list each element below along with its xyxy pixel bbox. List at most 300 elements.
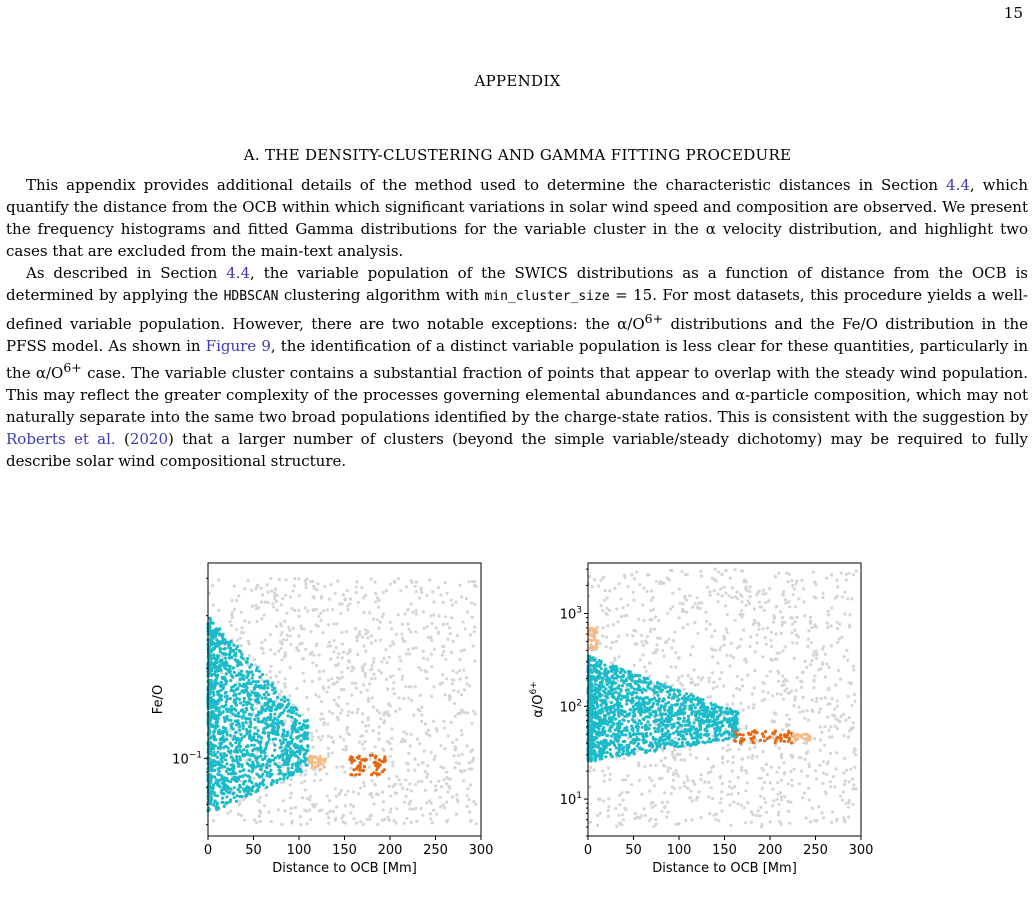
- data-point: [618, 803, 621, 806]
- data-point: [221, 797, 224, 800]
- data-point: [443, 747, 446, 750]
- data-point: [248, 654, 251, 657]
- data-point: [367, 716, 370, 719]
- data-point: [673, 693, 676, 696]
- data-point: [720, 573, 723, 576]
- data-point: [815, 700, 818, 703]
- data-point: [237, 663, 240, 666]
- data-point: [359, 761, 362, 764]
- data-point: [676, 703, 679, 706]
- data-point: [323, 765, 326, 768]
- data-point: [813, 737, 816, 740]
- data-point: [714, 722, 717, 725]
- data-point: [256, 620, 259, 623]
- data-point: [247, 640, 250, 643]
- data-point: [830, 624, 833, 627]
- data-point: [813, 625, 816, 628]
- data-point: [663, 705, 666, 708]
- data-point: [258, 800, 261, 803]
- data-point: [395, 821, 398, 824]
- data-point: [295, 730, 298, 733]
- data-point: [463, 769, 466, 772]
- data-point: [253, 726, 256, 729]
- data-point: [756, 633, 759, 636]
- data-point: [219, 713, 222, 716]
- data-point: [603, 664, 606, 667]
- data-point: [421, 814, 424, 817]
- data-point: [213, 735, 216, 738]
- data-point: [825, 773, 828, 776]
- data-point: [593, 769, 596, 772]
- data-point: [452, 678, 455, 681]
- data-point: [297, 757, 300, 760]
- data-point: [631, 676, 634, 679]
- data-point: [768, 587, 771, 590]
- data-point: [420, 720, 423, 723]
- data-point: [315, 765, 318, 768]
- data-point: [268, 764, 271, 767]
- data-point: [223, 805, 226, 808]
- data-point: [231, 616, 234, 619]
- data-point: [293, 609, 296, 612]
- data-point: [472, 644, 475, 647]
- data-point: [354, 773, 357, 776]
- data-point: [671, 684, 674, 687]
- data-point: [815, 697, 818, 700]
- data-point: [602, 626, 605, 629]
- data-point: [241, 722, 244, 725]
- data-point: [319, 619, 322, 622]
- data-point: [674, 651, 677, 654]
- data-point: [253, 744, 256, 747]
- data-point: [801, 796, 804, 799]
- data-point: [281, 643, 284, 646]
- data-point: [389, 621, 392, 624]
- data-point: [723, 711, 726, 714]
- data-point: [459, 712, 462, 715]
- data-point: [811, 698, 814, 701]
- data-point: [320, 595, 323, 598]
- data-point: [588, 575, 591, 578]
- data-point: [815, 819, 818, 822]
- data-point: [426, 677, 429, 680]
- data-point: [238, 755, 241, 758]
- data-point: [258, 670, 261, 673]
- data-point: [673, 688, 676, 691]
- data-point: [342, 593, 345, 596]
- data-point: [269, 769, 272, 772]
- data-point: [250, 739, 253, 742]
- data-point: [289, 734, 292, 737]
- data-point: [319, 768, 322, 771]
- data-point: [802, 587, 805, 590]
- data-point: [355, 767, 358, 770]
- data-point: [637, 762, 640, 765]
- data-point: [632, 732, 635, 735]
- data-point: [835, 819, 838, 822]
- data-point: [696, 607, 699, 610]
- data-point: [452, 754, 455, 757]
- data-point: [735, 716, 738, 719]
- data-point: [775, 771, 778, 774]
- data-point: [408, 807, 411, 810]
- data-point: [466, 611, 469, 614]
- data-point: [606, 596, 609, 599]
- data-point: [455, 738, 458, 741]
- data-point: [267, 811, 270, 814]
- data-point: [249, 722, 252, 725]
- data-point: [742, 580, 745, 583]
- data-point: [305, 696, 308, 699]
- data-point: [217, 770, 220, 773]
- data-point: [466, 805, 469, 808]
- data-point: [293, 577, 296, 580]
- data-point: [264, 696, 267, 699]
- data-point: [709, 770, 712, 773]
- data-point: [261, 593, 264, 596]
- data-point: [825, 663, 828, 666]
- data-point: [810, 709, 813, 712]
- data-point: [793, 629, 796, 632]
- data-point: [651, 801, 654, 804]
- data-point: [245, 661, 248, 664]
- data-point: [294, 806, 297, 809]
- data-point: [460, 595, 463, 598]
- data-point: [365, 758, 368, 761]
- data-point: [700, 574, 703, 577]
- data-point: [420, 591, 423, 594]
- data-point: [836, 699, 839, 702]
- data-point: [649, 764, 652, 767]
- data-point: [780, 795, 783, 798]
- data-point: [260, 684, 263, 687]
- data-point: [244, 717, 247, 720]
- data-point: [643, 807, 646, 810]
- data-point: [682, 700, 685, 703]
- p2-text-5: distributions and the Fe/O distribution in the PFSS model. As shown in: [6, 315, 1028, 355]
- data-point: [704, 611, 707, 614]
- data-point: [846, 597, 849, 600]
- data-point: [297, 609, 300, 612]
- data-point: [298, 594, 301, 597]
- data-point: [732, 656, 735, 659]
- data-point: [445, 677, 448, 680]
- data-point: [322, 670, 325, 673]
- data-point: [773, 720, 776, 723]
- data-point: [640, 722, 643, 725]
- data-point: [283, 809, 286, 812]
- data-point: [621, 684, 624, 687]
- data-point: [642, 736, 645, 739]
- data-point: [669, 767, 672, 770]
- data-point: [289, 807, 292, 810]
- data-point: [806, 709, 809, 712]
- data-point: [290, 771, 293, 774]
- data-point: [442, 650, 445, 653]
- data-point: [703, 780, 706, 783]
- data-point: [428, 734, 431, 737]
- data-point: [272, 606, 275, 609]
- p2-text-1: As described in Section: [26, 264, 227, 282]
- data-point: [226, 698, 229, 701]
- data-point: [420, 780, 423, 783]
- data-point: [311, 680, 314, 683]
- data-point: [308, 809, 311, 812]
- data-point: [620, 791, 623, 794]
- data-point: [710, 786, 713, 789]
- data-point: [382, 721, 385, 724]
- data-point: [627, 585, 630, 588]
- data-point: [728, 803, 731, 806]
- data-point: [617, 655, 620, 658]
- data-point: [260, 708, 263, 711]
- data-point: [849, 768, 852, 771]
- data-point: [651, 806, 654, 809]
- data-point: [355, 686, 358, 689]
- data-point: [218, 773, 221, 776]
- data-point: [372, 661, 375, 664]
- data-point: [315, 729, 318, 732]
- data-point: [404, 685, 407, 688]
- data-point: [850, 597, 853, 600]
- data-point: [689, 653, 692, 656]
- data-point: [747, 599, 750, 602]
- data-point: [667, 729, 670, 732]
- data-point: [708, 680, 711, 683]
- data-point: [807, 719, 810, 722]
- data-point: [426, 773, 429, 776]
- data-point: [781, 675, 784, 678]
- data-point: [643, 765, 646, 768]
- data-point: [714, 568, 717, 571]
- data-point: [409, 685, 412, 688]
- data-point: [391, 640, 394, 643]
- data-point: [647, 720, 650, 723]
- data-point: [222, 726, 225, 729]
- data-point: [683, 711, 686, 714]
- data-point: [248, 735, 251, 738]
- data-point: [732, 694, 735, 697]
- data-point: [302, 657, 305, 660]
- data-point: [266, 591, 269, 594]
- data-point: [401, 678, 404, 681]
- data-point: [381, 615, 384, 618]
- data-point: [667, 714, 670, 717]
- data-point: [843, 655, 846, 658]
- data-point: [251, 691, 254, 694]
- data-point: [472, 710, 475, 713]
- data-point: [431, 590, 434, 593]
- data-point: [274, 762, 277, 765]
- data-point: [306, 577, 309, 580]
- data-point: [630, 783, 633, 786]
- p2-text-2: , the variable population of the SWICS distributions as a function of distance from the OCB is determined by applying the: [6, 264, 1028, 304]
- data-point: [216, 756, 219, 759]
- data-point: [830, 644, 833, 647]
- data-point: [800, 680, 803, 683]
- section-link[interactable]: 4.4: [946, 176, 970, 194]
- data-point: [465, 682, 468, 685]
- data-point: [280, 603, 283, 606]
- data-point: [340, 688, 343, 691]
- data-point: [613, 657, 616, 660]
- data-point: [267, 760, 270, 763]
- data-point: [764, 601, 767, 604]
- data-point: [455, 793, 458, 796]
- data-point: [698, 716, 701, 719]
- data-point: [245, 728, 248, 731]
- data-point: [450, 616, 453, 619]
- data-point: [322, 717, 325, 720]
- data-point: [377, 627, 380, 630]
- data-point: [451, 795, 454, 798]
- data-point: [652, 738, 655, 741]
- data-point: [607, 766, 610, 769]
- data-point: [644, 724, 647, 727]
- data-point: [601, 609, 604, 612]
- section-link[interactable]: 4.4: [226, 264, 251, 282]
- data-point: [291, 589, 294, 592]
- data-point: [672, 779, 675, 782]
- data-point: [231, 599, 234, 602]
- data-point: [264, 702, 267, 705]
- data-point: [853, 766, 856, 769]
- data-point: [807, 762, 810, 765]
- data-point: [606, 734, 609, 737]
- data-point: [596, 824, 599, 827]
- data-point: [398, 708, 401, 711]
- data-point: [379, 639, 382, 642]
- data-point: [390, 737, 393, 740]
- data-point: [603, 774, 606, 777]
- data-point: [370, 668, 373, 671]
- data-point: [766, 627, 769, 630]
- data-point: [639, 658, 642, 661]
- data-point: [289, 635, 292, 638]
- data-point: [346, 589, 349, 592]
- data-point: [790, 631, 793, 634]
- data-point: [833, 708, 836, 711]
- data-point: [210, 668, 213, 671]
- data-point: [216, 675, 219, 678]
- data-point: [779, 610, 782, 613]
- data-point: [345, 728, 348, 731]
- data-point: [346, 604, 349, 607]
- data-point: [593, 578, 596, 581]
- data-point: [839, 678, 842, 681]
- data-point: [288, 629, 291, 632]
- data-point: [423, 627, 426, 630]
- data-point: [315, 664, 318, 667]
- data-point: [771, 694, 774, 697]
- data-point: [699, 778, 702, 781]
- data-point: [814, 583, 817, 586]
- data-point: [730, 596, 733, 599]
- data-point: [430, 751, 433, 754]
- data-point: [834, 684, 837, 687]
- data-point: [632, 752, 635, 755]
- data-point: [787, 782, 790, 785]
- data-point: [790, 579, 793, 582]
- citation-year-link[interactable]: 2020: [129, 430, 169, 448]
- data-point: [700, 773, 703, 776]
- data-point: [715, 711, 718, 714]
- data-point: [281, 703, 284, 706]
- series-light-cluster: [307, 755, 327, 771]
- data-point: [397, 613, 400, 616]
- data-point: [472, 800, 475, 803]
- data-point: [405, 652, 408, 655]
- data-point: [686, 787, 689, 790]
- data-point: [232, 644, 235, 647]
- data-point: [691, 818, 694, 821]
- data-point: [746, 674, 749, 677]
- data-point: [827, 687, 830, 690]
- data-point: [406, 788, 409, 791]
- data-point: [410, 789, 413, 792]
- data-point: [364, 724, 367, 727]
- data-point: [696, 596, 699, 599]
- data-point: [271, 682, 274, 685]
- data-point: [695, 798, 698, 801]
- data-point: [303, 753, 306, 756]
- data-point: [235, 674, 238, 677]
- data-point: [414, 807, 417, 810]
- data-point: [456, 800, 459, 803]
- data-point: [225, 641, 228, 644]
- data-point: [294, 718, 297, 721]
- data-point: [327, 747, 330, 750]
- citation-link[interactable]: Roberts et al.: [6, 430, 116, 448]
- data-point: [389, 644, 392, 647]
- data-point: [280, 742, 283, 745]
- data-point: [852, 665, 855, 668]
- data-point: [216, 782, 219, 785]
- data-point: [748, 747, 751, 750]
- data-point: [746, 781, 749, 784]
- data-point: [847, 806, 850, 809]
- data-point: [211, 710, 214, 713]
- data-point: [721, 594, 724, 597]
- data-point: [805, 742, 808, 745]
- data-point: [433, 648, 436, 651]
- data-point: [640, 814, 643, 817]
- data-point: [380, 660, 383, 663]
- data-point: [229, 697, 232, 700]
- data-point: [788, 718, 791, 721]
- data-point: [221, 792, 224, 795]
- data-point: [320, 700, 323, 703]
- data-point: [250, 781, 253, 784]
- data-point: [761, 627, 764, 630]
- data-point: [248, 642, 251, 645]
- data-point: [853, 700, 856, 703]
- data-point: [836, 621, 839, 624]
- data-point: [266, 583, 269, 586]
- data-point: [760, 825, 763, 828]
- data-point: [798, 782, 801, 785]
- data-point: [826, 716, 829, 719]
- data-point: [678, 822, 681, 825]
- data-point: [749, 595, 752, 598]
- data-point: [335, 805, 338, 808]
- data-point: [275, 674, 278, 677]
- data-point: [219, 753, 222, 756]
- data-point: [346, 652, 349, 655]
- data-point: [771, 804, 774, 807]
- data-point: [700, 601, 703, 604]
- figure-link[interactable]: Figure 9: [205, 337, 271, 355]
